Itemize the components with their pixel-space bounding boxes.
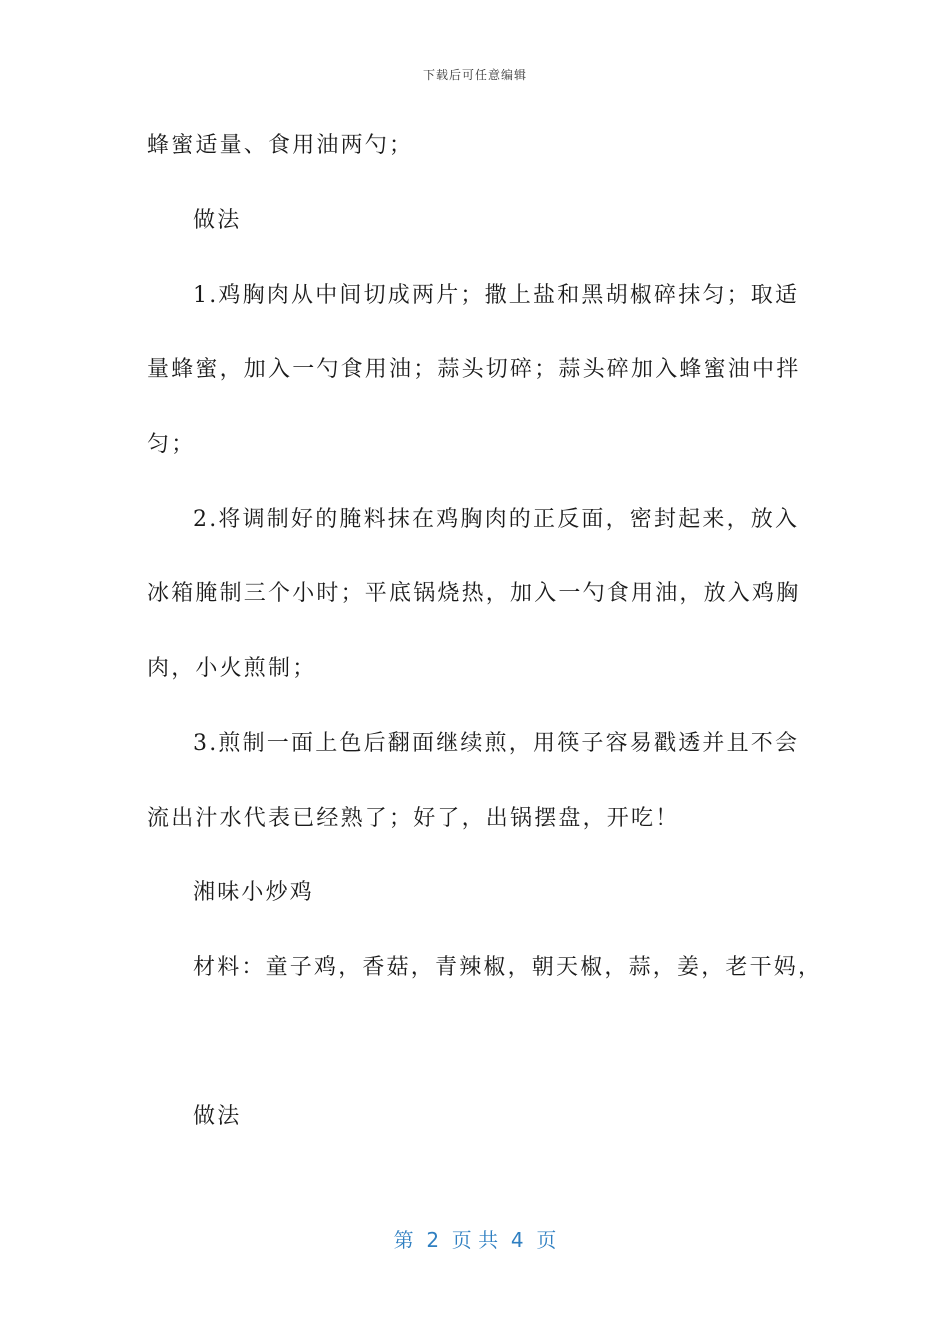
text-line: 流出汁水代表已经熟了；好了，出锅摆盘，开吃！ (147, 806, 680, 831)
page-header: 下载后可任意编辑 (422, 68, 527, 82)
text-line: 匀； (147, 432, 196, 457)
text-line: 量蜂蜜，加入一勺食用油；蒜头切碎；蒜头碎加入蜂蜜油中拌 (147, 357, 801, 382)
text-line: 蜂蜜适量、食用油两勺； (147, 133, 414, 158)
section-heading: 做法 (193, 1104, 242, 1129)
text-line: 冰箱腌制三个小时；平底锅烧热，加入一勺食用油，放入鸡胸 (147, 581, 801, 606)
text-line: 3.煎制一面上色后翻面继续煎，用筷子容易戳透并且不会 (193, 731, 800, 756)
section-heading: 湘味小炒鸡 (193, 880, 315, 905)
page-footer: 第 2 页 共 4 页 (393, 1228, 557, 1252)
text-line: 材料：童子鸡，香菇，青辣椒，朝天椒，蒜，姜，老干妈， (193, 955, 823, 980)
text-line: 1.鸡胸肉从中间切成两片；撒上盐和黑胡椒碎抹匀；取适 (193, 283, 800, 308)
text-line: 2.将调制好的腌料抹在鸡胸肉的正反面，密封起来，放入 (193, 507, 800, 532)
text-line: 肉，小火煎制； (147, 656, 317, 681)
section-heading: 做法 (193, 208, 242, 233)
